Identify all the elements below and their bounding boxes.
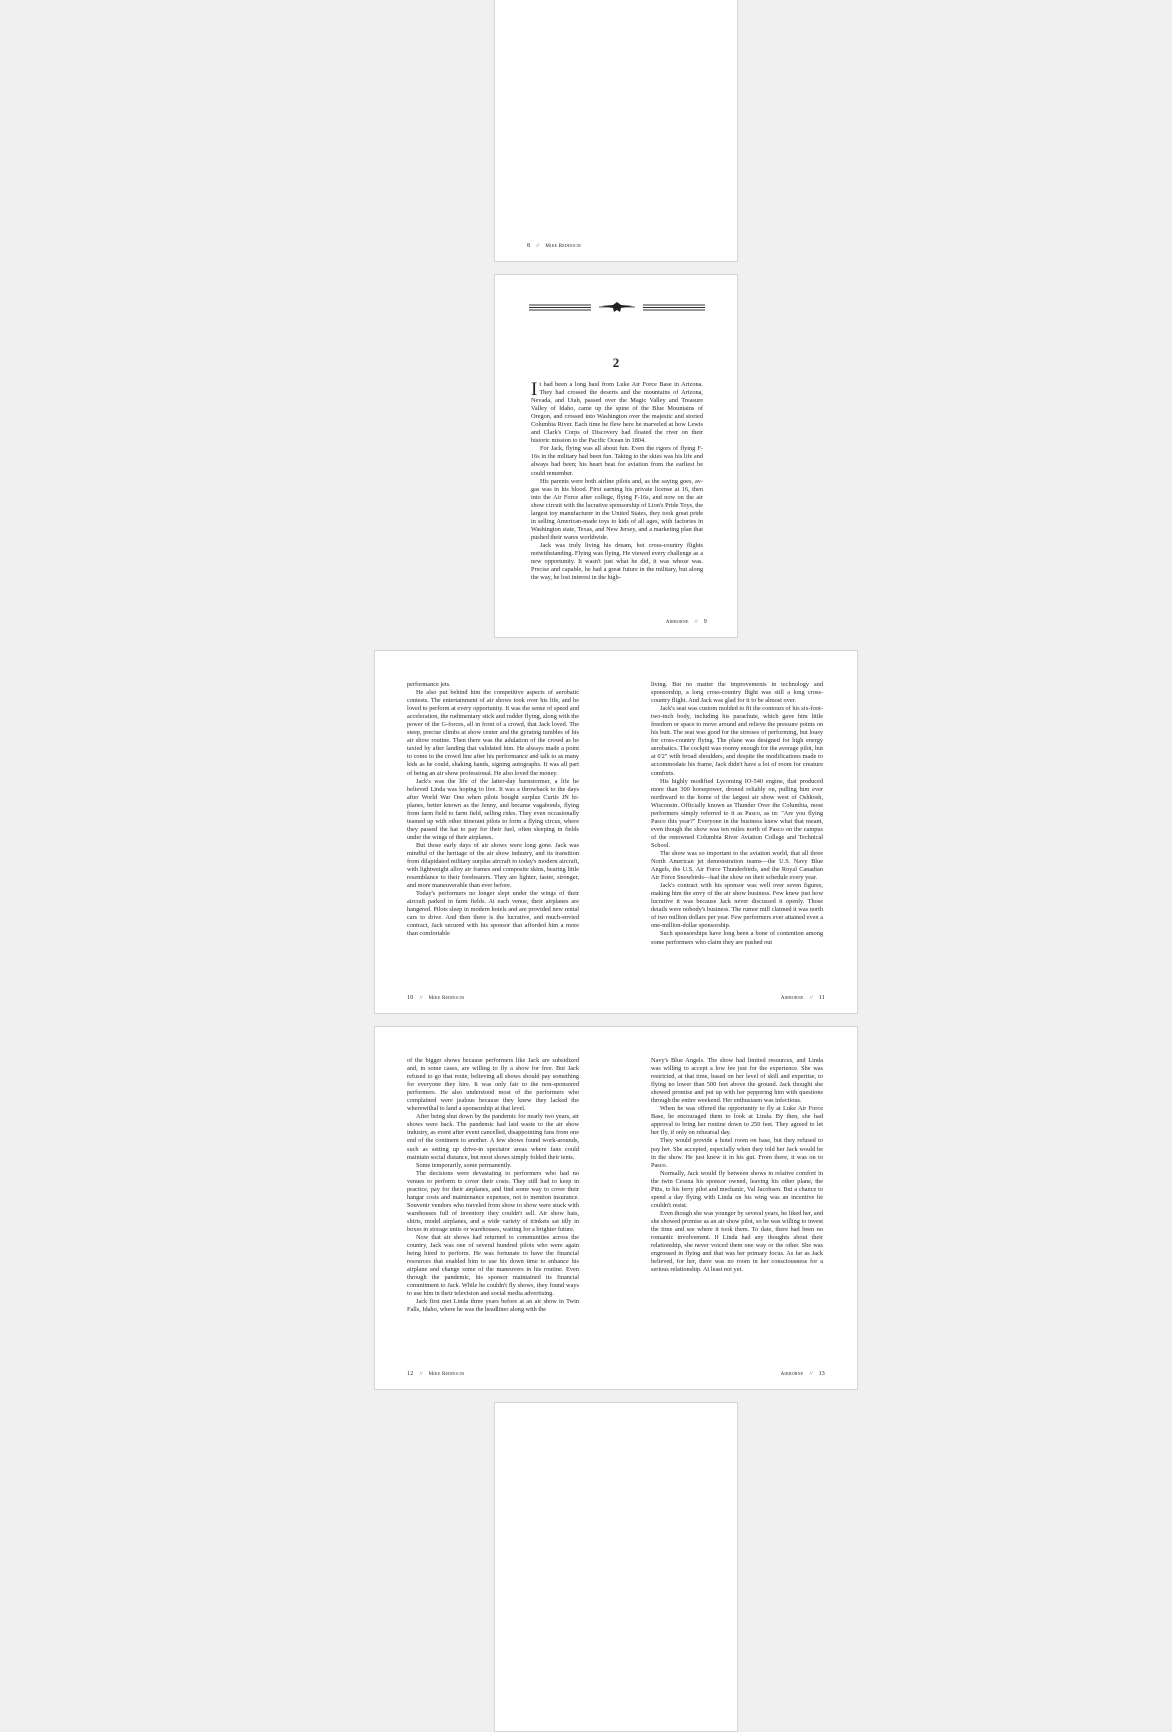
paragraph: The decisions were devastating to performers who had no venues to perform to cover their costs. They still had to keep in practice, pay for their airplanes, and find some way to cover their hangar costs and maintenance expenses, not to mention insurance. Souvenir vendors who traveled from show to show were stuck with warehouses full of inventory they couldn't sell. Air show hats, shirts, model airplanes, and a wide variety of trinkets sat idly in boxes in storage units or warehouses, waiting for a brighter future. — [407, 1169, 579, 1233]
paragraph: living. But no matter the improvements in technology and sponsorship, a long cross-country flight was still a long cross-country flight. And Jack was glad for it to be almost over. — [651, 681, 823, 705]
page-number: 8 — [527, 243, 531, 249]
page-9 — [494, 274, 738, 638]
title-running-head: Airborne — [665, 620, 689, 625]
paragraph: Jack was truly living his dream, hot cross-country flights notwithstanding. Flying was flying. He viewed every challenge as a new opportunity. It wasn't just what he did, it was whose was. Precise and capable, he had a great future in the military, but along the way, he lost interest in the high- — [531, 541, 703, 582]
paragraph: After being shut down by the pandemic for nearly two years, air shows were back. The pandemic had laid waste to the air show industry, as event after event cancelled, disappointing fans from one end of the continent to another. A few shows found work-arounds, such as setting up drive-in spectator areas where fans could maintain social distance, but most shows simply folded their tents. — [407, 1113, 579, 1161]
author-running-head: Mike Reddocm — [428, 1372, 465, 1377]
text-column-right — [651, 681, 823, 947]
paragraph: Navy's Blue Angels. The show had limited resources, and Linda was willing to accept a low fee just for the experience. She was restricted, at that time, based on her level of skill and expertise, to flying no lower than 500 feet above the ground. Jack thought she showed promise and put up with her peppering him with questions through the entire weekend. Her enthusiasm was infectious. — [651, 1057, 823, 1105]
title-running-head: Airborne — [780, 1372, 804, 1377]
paragraph: Some temporarily, some permanently. — [416, 1161, 512, 1169]
paragraph: When he was offered the opportunity to fly at Luke Air Force Base, he encouraged them to look at Linda. By then, she had approval to bring her routine down to 250 feet. They agreed to let her fly, if only on rehearsal day. — [651, 1105, 823, 1137]
paragraph: Jack's was the life of the latter-day barnstormer, a life he believed Linda was hoping to live. It was a throwback to the days after World War One when pilots bought surplus Curtis JN bi-planes, better known as the Jenny, and became vagabonds, flying from farm field to farm field, selling rides. They even occasionally teamed up with other itinerant pilots to form a flying circus, where they passed the hat to pay for their fuel, often sleeping in fields under the wings of their airplanes. — [407, 777, 579, 841]
paragraph: performance jets. — [407, 681, 451, 688]
text-column-left — [407, 1057, 579, 1315]
text-column-right — [651, 1057, 823, 1274]
page-number: 13 — [818, 1371, 825, 1377]
drop-cap: I — [531, 379, 538, 400]
paragraph: Jack's seat was custom molded to fit the contours of his six-foot-two-inch body, including his parachute, which gave him little freedom or space to move around and relieve the pressure points on his butt. The seat was good for the stresses of performing, but lousy for cross-country flying. The plane was designed for high energy aerobatics. The cockpit was roomy enough for the average pilot, but at 6'2" with broad shoulders, and despite the modifications made to accommodate his frame, Jack didn't have a lot of room for creature comforts. — [651, 705, 823, 777]
paragraph: The show was so important to the aviation world, that all three North American jet demonstration teams—the U.S. Navy Blue Angels, the U.S. Air Force Thunderbirds, and the Royal Canadian Air Force Snowbirds—had the show on their schedule every year. — [651, 849, 823, 882]
spread-10-11 — [374, 650, 858, 1014]
page-footer-right: Airborne // 11 — [780, 995, 825, 1001]
paragraph: He also put behind him the competitive aspects of aerobatic contests. The entertainment of air shows took over his life, and he loved to perform at every opportunity. It was the sense of speed and acceleration, the rudimentary stick and rudder flying, along with the power of the G-forces, all in front of a crowd, that Jack loved. The steep, precise climbs at show center and the gyrating tumbles of his air show routine. Then there was the adulation of the crowd as he taxied by after landing that validated him. He always made a point to come to the crowd line after his performance and talk to as many kids as he could, shaking hands, signing autographs. It was all part of being an air show professional. He also loved the money. — [407, 689, 579, 777]
paragraph: Today's performers no longer slept under the wings of their aircraft parked in farm fields. At each venue, their airplanes are hangered. Pilots sleep in modern hotels and are provided new rental cars to drive. And then there is the lucrative, and much-envied contract, Jack secured with his sponsor that afforded him a more than comfortable — [407, 890, 579, 938]
paragraph: His highly modified Lycoming IO-540 engine, that produced more than 300 horsepower, droned reliably on, pulling him ever northward to the home of the largest air show west of Oshkosh, Wisconsin. Officially known as Thunder Over the Columbia, most performers simply referred to it as Pasco, as in: "Are you flying Pasco this year?" Everyone in the business knew what that meant, even though the show was ten miles north of Pasco on the campus of the renowned Columbia River Aviation College and Technical School. — [651, 777, 823, 849]
page-number: 10 — [407, 995, 414, 1001]
page-footer: Airborne // 9 — [665, 619, 707, 625]
author-running-head: Mike Reddocm — [428, 996, 465, 1001]
chapter-number: 2 — [612, 355, 620, 370]
paragraph: of the bigger shows because performers like Jack are subsidized and, in some cases, are willing to fly a show for free. But Jack refused to go that route, believing all shows should pay something for everyone they hire. It was only fair to the non-sponsored performers. He also understood most of the performers who complained were jealous because they knew they lacked the wherewithal to land a sponsorship at that level. — [407, 1057, 579, 1113]
page-number: 9 — [703, 619, 707, 625]
page-footer: 8 // Mike Reddocm — [527, 243, 581, 249]
paragraph: Normally, Jack would fly between shows in relative comfort in the twin Cessna his sponsor owned, leaving his other plane, the Pitts, to his ferry pilot and mechanic, Val Jacobsen. But a chance to spend a day flying with Linda on his wing was an incentive he couldn't resist. — [651, 1169, 823, 1209]
paragraph: Even though she was younger by several years, he liked her, and she showed promise as an air show pilot, so he was willing to invest the time and see where it took them. To date, there had been no romantic involvement. If Linda had any thoughts about their relationship, she never voiced them one way or the other. She was engrossed in flying and that was her primary focus. As far as Jack believed, for her, there was no room in her consciousness for a serious relationship. At least not yet. — [651, 1209, 823, 1274]
paragraph: Such sponsorships have long been a bone of contention among some performers who claim they are pushed out — [651, 930, 823, 946]
wings-ornament — [529, 301, 705, 315]
page-footer-left: 10 // Mike Reddocm — [407, 995, 465, 1001]
spread-12-13 — [374, 1026, 858, 1390]
paragraph: For Jack, flying was all about fun. Even the rigors of flying F-16s in the military had been fun. Taking to the skies was his life and always had been; his heart beat for aviation from the earliest he could remember. — [531, 445, 703, 477]
text-column-left — [407, 681, 579, 939]
page-number: 11 — [818, 995, 825, 1001]
page-footer-left: 12 // Mike Reddocm — [407, 1371, 465, 1377]
page-14 — [494, 1402, 738, 1732]
page-number: 12 — [407, 1371, 414, 1377]
paragraph: Now that air shows had returned to communities across the country, Jack was one of several hundred pilots who were again being hired to perform. He was fortunate to have the financial resources that enabled him to use his down time to enhance his airplane and change some of the maneuvers in his routine. Even through the pandemic, his sponsor maintained its financial commitment to Jack. While he couldn't fly shows, they found ways to use him in their television and social media advertising. — [407, 1234, 579, 1298]
title-running-head: Airborne — [780, 996, 804, 1001]
author-running-head: Mike Reddocm — [545, 244, 581, 249]
page-footer-right: Airborne // 13 — [780, 1371, 825, 1377]
paragraph: Jack's contract with his sponsor was well over seven figures, making him the envy of the air show business. Few knew just how lucrative it was because Jack never discussed it openly. Those details were nobody's business. The rumor mill claimed it was north of two million dollars per year. Few performers ever attained even a one-million-dollar sponsorship. — [651, 882, 823, 930]
paragraph: But those early days of air shows were long gone. Jack was mindful of the heritage of the air show industry, and its transition from dilapidated military surplus aircraft to today's modern aircraft, with lightweight alloy air frames and composite skins, bearing little resemblance to their forebearers. They are lighter, faster, stronger, and more maneuverable than ever before. — [407, 841, 579, 890]
paragraph: Jack first met Linda three years before at an air show in Twin Falls, Idaho, where he was the headliner along with the — [407, 1298, 579, 1314]
paragraph: His parents were both airline pilots and, as the saying goes, av-gas was in his blood. First earning his private license at 16, then into the Air Force after college, flying F-16s, and now on the air show circuit with the lucrative sponsorship of Lion's Pride Toys, the largest toy manufacturer in the United States, they took great pride in selling American-made toys to kids of all ages, with factories in Washington state, Texas, and New Jersey, and a marketing plan that pushed their wares worldwide. — [531, 477, 703, 541]
paragraph: It had been a long haul from Luke Air Force Base in Arizona. They had crossed the deserts and the mountains of Arizona, Nevada, and Utah, passed over the Magic Valley and Treasure Valley of Idaho, came up the spine of the Blue Mountains of Oregon, and crossed into Washington over the majestic and storied Columbia River. Each time he flew here he marveled at how Lewis and Clark's Corps of Discovery had floated the river on their historic mission to the Pacific Ocean in 1804. — [531, 379, 703, 445]
page-8 — [494, 0, 738, 262]
paragraph: They would provide a hotel room on base, but they refused to pay her. She accepted, especially when they told her Jack would be in the show. He just knew it in his gut. From there, it was on to Pasco. — [651, 1137, 823, 1169]
text-column — [531, 381, 703, 582]
